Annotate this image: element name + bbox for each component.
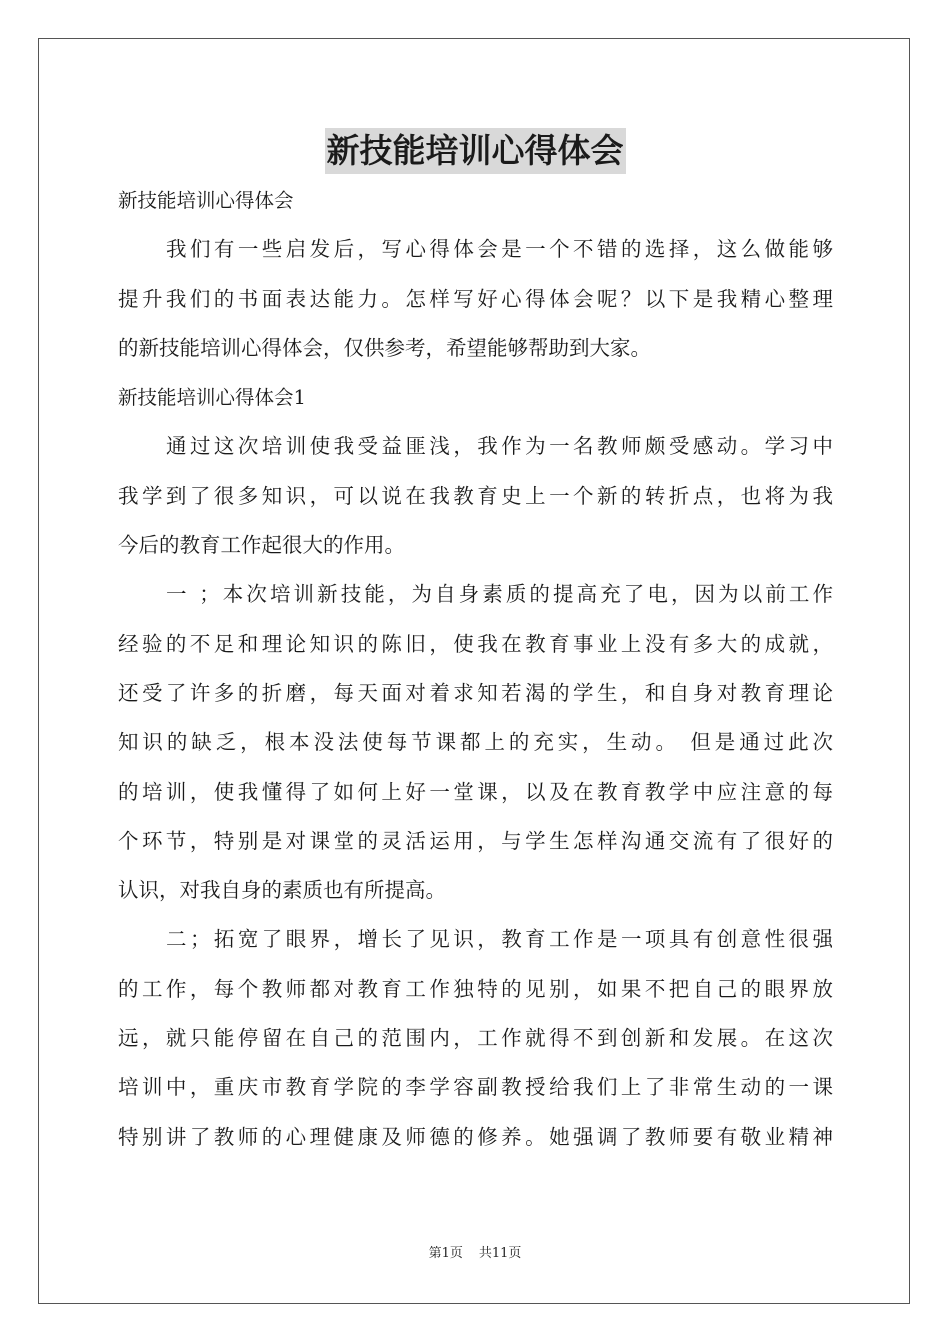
intro-line: 提升我们的书面表达能力。怎样写好心得体会呢？以下是我精心整理 <box>118 286 833 311</box>
paragraph-line: 通过这次培训使我受益匪浅，我作为一名教师颇受感动。学习中 <box>166 434 833 459</box>
document-subtitle: 新技能培训心得体会 <box>118 189 294 212</box>
section-heading: 新技能培训心得体会1 <box>118 386 306 410</box>
page-number: 第1页 <box>428 1246 463 1261</box>
intro-line: 的新技能培训心得体会，仅供参考，希望能够帮助到大家。 <box>118 335 651 360</box>
paragraph-line: 知识的缺乏，根本没法使每节课都上的充实，生动。 但是通过此次 <box>118 730 833 755</box>
paragraph-line: 远，就只能停留在自己的范围内，工作就得不到创新和发展。在这次 <box>118 1026 833 1051</box>
paragraph-line: 个环节，特别是对课堂的灵活运用，与学生怎样沟通交流有了很好的 <box>118 828 833 853</box>
page-footer <box>0 1244 950 1264</box>
paragraph-line: 认识，对我自身的素质也有所提高。 <box>118 878 446 903</box>
paragraph-line: 还受了许多的折磨，每天面对着求知若渴的学生，和自身对教育理论 <box>118 680 833 705</box>
intro-line: 我们有一些启发后，写心得体会是一个不错的选择，这么做能够 <box>166 237 833 262</box>
paragraph-line: 一 ；本次培训新技能，为自身素质的提高充了电，因为以前工作 <box>166 582 833 607</box>
paragraph-line: 的工作，每个教师都对教育工作独特的见别，如果不把自己的眼界放 <box>118 976 833 1001</box>
paragraph-line: 特别讲了教师的心理健康及师德的修养。她强调了教师要有敬业精神 <box>118 1124 833 1149</box>
paragraph-line: 二；拓宽了眼界，增长了见识，教育工作是一项具有创意性很强 <box>166 927 833 952</box>
document-title: 新技能培训心得体会 <box>325 128 626 174</box>
paragraph-line: 今后的教育工作起很大的作用。 <box>118 533 405 558</box>
document-body <box>118 176 833 1162</box>
paragraph-line: 我学到了很多知识，可以说在我教育史上一个新的转折点，也将为我 <box>118 483 833 508</box>
title-area <box>0 128 950 174</box>
paragraph-line: 培训中，重庆市教育学院的李学容副教授给我们上了非常生动的一课 <box>118 1075 833 1100</box>
paragraph-line: 的培训，使我懂得了如何上好一堂课，以及在教育教学中应注意的每 <box>118 779 833 804</box>
paragraph-line: 经验的不足和理论知识的陈旧，使我在教育事业上没有多大的成就， <box>118 631 833 656</box>
page-total: 共11页 <box>478 1246 522 1261</box>
